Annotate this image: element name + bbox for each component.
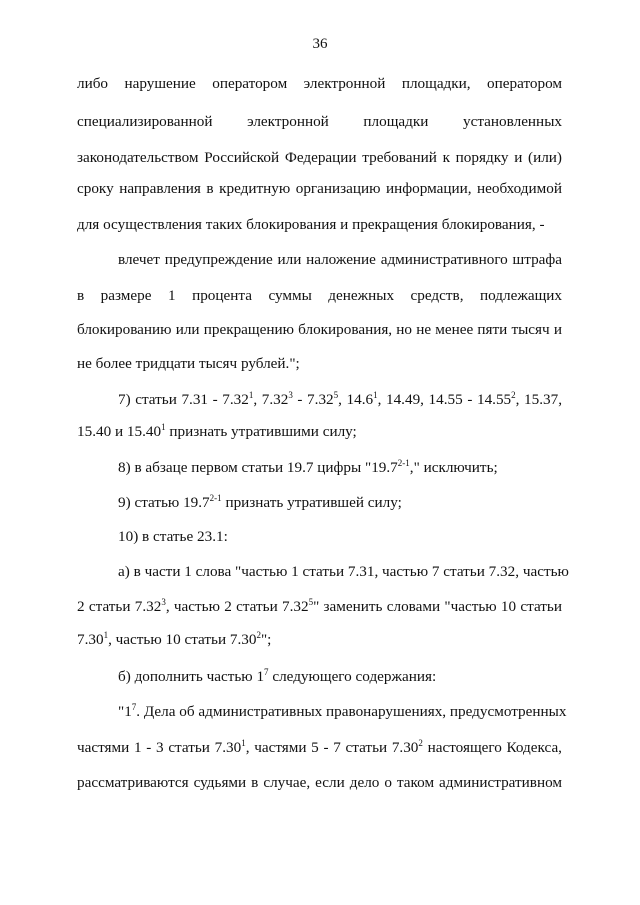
text-line: законодательством Российской Федерации требований к порядку и (или) <box>77 149 562 166</box>
text-line: 2 статьи 7.32$^3$, частью 2 статьи 7.32$^5$" заменить словами "частью 10 статьи <box>77 597 562 615</box>
text-line: "$1^7$. Дела об административных правонарушениях, предусмотренных <box>118 702 567 720</box>
text-line: в размере 1 процента суммы денежных средств, подлежащих <box>77 287 562 304</box>
text-line: не более тридцати тысяч рублей."; <box>77 355 300 372</box>
page-number: 36 <box>312 36 328 52</box>
text-line: влечет предупреждение или наложение административного штрафа <box>118 251 562 268</box>
text-line: для осуществления таких блокирования и прекращения блокирования, - <box>77 216 545 233</box>
text-line: 10) в статье 23.1: <box>118 528 228 545</box>
text-line: 9) статью 19.7$^{2-1}$ признать утратившей силу; <box>118 493 402 511</box>
text-line: 7.30$^1$, частью 10 статьи 7.30$^2$"; <box>77 630 272 648</box>
text-line: б) дополнить частью $1^7$ следующего содержания: <box>118 667 437 685</box>
text-line: специализированной электронной площадки установленных <box>77 113 562 130</box>
text-line: а) в части 1 слова "частью 1 статьи 7.31, частью 7 статьи 7.32, частью <box>118 563 569 580</box>
text-line: 8) в абзаце первом статьи 19.7 цифры "19.7$^{2-1}$," исключить; <box>118 458 498 476</box>
text-line: 15.40 и 15.40$^1$ признать утратившими силу; <box>77 422 357 440</box>
text-line: сроку направления в кредитную организацию информации, необходимой <box>77 180 562 197</box>
text-line: блокированию или прекращению блокирования, но не менее пяти тысяч и <box>77 321 562 338</box>
text-line: рассматриваются судьями в случае, если дело о таком административном <box>77 774 562 791</box>
text-line: 7) статьи 7.31 - 7.32$^1$, 7.32$^3$ - 7.32$^5$, 14.6$^1$, 14.49, 14.55 - 14.55$^2$, 15.37, <box>118 390 563 408</box>
text-line: частями 1 - 3 статьи 7.30$^1$, частями 5 - 7 статьи 7.30$^2$ настоящего Кодекса, <box>77 738 562 756</box>
text-line: либо нарушение оператором электронной площадки, оператором <box>77 75 562 92</box>
